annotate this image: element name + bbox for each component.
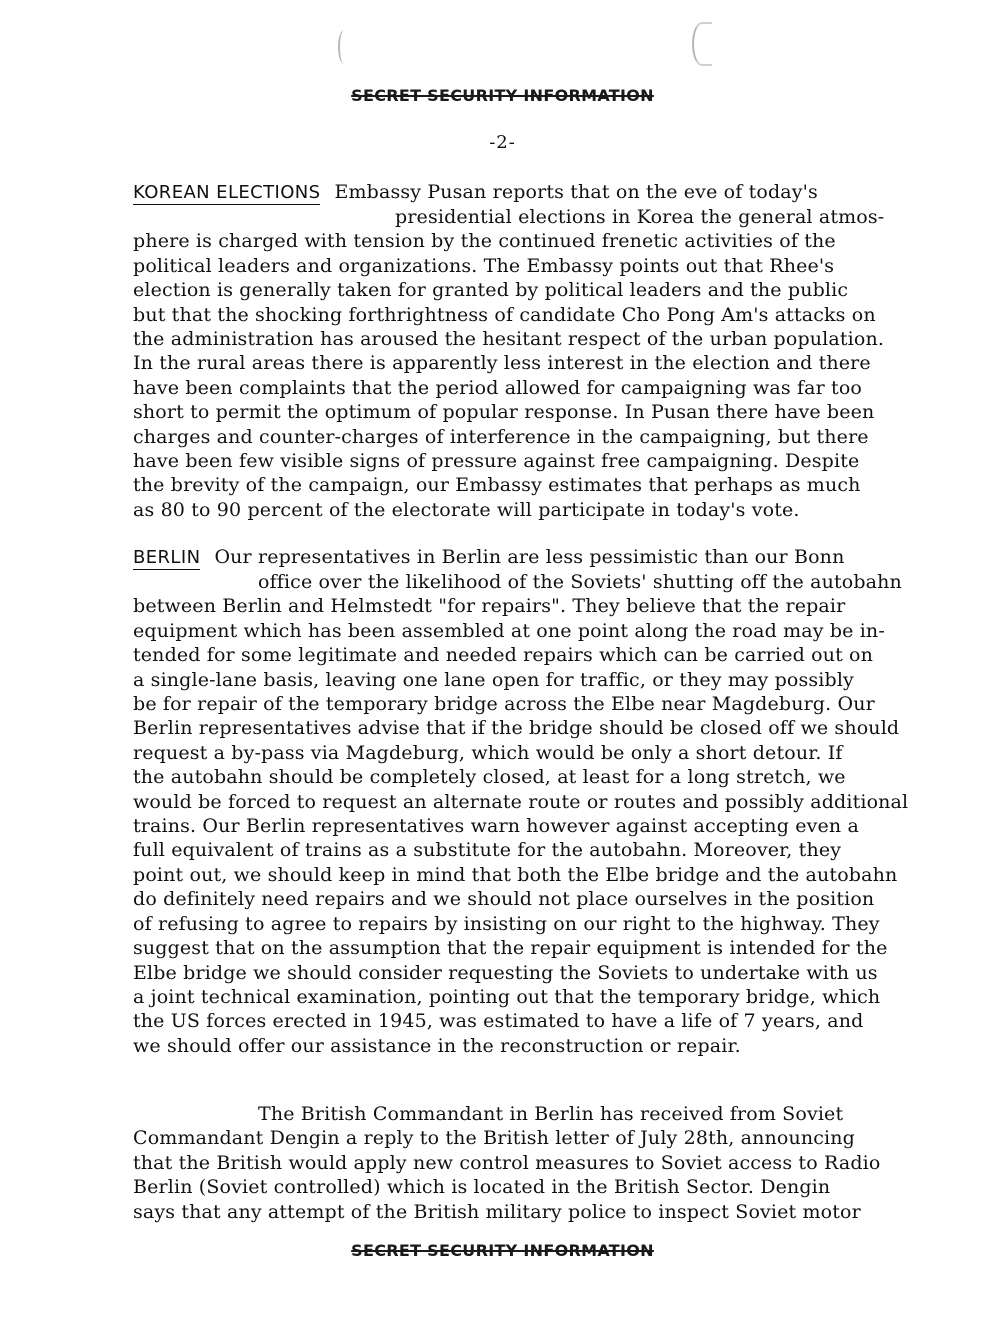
paragraph-line: that the British would apply new control measures to Soviet access to Radio	[133, 1151, 881, 1174]
paragraph-line: The British Commandant in Berlin has received from Soviet	[258, 1103, 844, 1125]
paragraph-line: office over the likelihood of the Soviets' shutting off the autobahn	[258, 571, 902, 593]
paragraph-line: In the rural areas there is apparently less interest in the election and there	[133, 352, 871, 375]
paragraph-line: Commandant Dengin a reply to the British letter of July 28th, announcing	[133, 1127, 855, 1150]
paragraph-line: have been complaints that the period allowed for campaigning was far too	[133, 376, 863, 399]
section-heading-berlin: BERLIN	[133, 547, 201, 568]
paragraph-line: the brevity of the campaign, our Embassy estimates that perhaps as much	[133, 474, 861, 497]
paragraph-line: be for repair of the temporary bridge across the Elbe near Magdeburg. Our	[133, 693, 875, 716]
paragraph-line: have been few visible signs of pressure against free campaigning. Despite	[133, 450, 860, 473]
paragraph-line: short to permit the optimum of popular response. In Pusan there have been	[133, 401, 875, 424]
paragraph-line: Berlin representatives advise that if the bridge should be closed off we should	[133, 717, 900, 740]
paragraph-line: between Berlin and Helmstedt "for repairs". They believe that the repair	[133, 595, 846, 618]
hole-punch-mark	[692, 22, 712, 66]
paragraph-line: we should offer our assistance in the reconstruction or repair.	[133, 1034, 741, 1057]
section-british-commandant	[133, 1102, 978, 1224]
paragraph-line: trains. Our Berlin representatives warn however against accepting even a	[133, 815, 859, 838]
paragraph-line: request a by-pass via Magdeburg, which would be only a short detour. If	[133, 741, 843, 764]
classification-header	[0, 86, 1005, 105]
paragraph-line: Embassy Pusan reports that on the eve of today's	[334, 181, 818, 203]
paragraph-line: the administration has aroused the hesitant respect of the urban population.	[133, 328, 885, 351]
classification-footer	[0, 1241, 1005, 1260]
section-first-line	[133, 180, 978, 205]
section-berlin	[133, 545, 978, 1058]
paragraph-line: Berlin (Soviet controlled) which is located in the British Sector. Dengin	[133, 1176, 831, 1199]
paragraph-line: phere is charged with tension by the continued frenetic activities of the	[133, 230, 836, 253]
paragraph-line: election is generally taken for granted by political leaders and the public	[133, 279, 849, 302]
classification-footer-text: SECRET SECURITY INFORMATION	[351, 1241, 654, 1260]
paragraph-line: Our representatives in Berlin are less pessimistic than our Bonn	[214, 546, 845, 568]
section-first-line	[133, 545, 978, 570]
paragraph-line: of refusing to agree to repairs by insisting on our right to the highway. They	[133, 912, 880, 935]
paragraph-line: a single-lane basis, leaving one lane open for traffic, or they may possibly	[133, 668, 854, 691]
paragraph-line: presidential elections in Korea the general atmos-	[395, 206, 885, 228]
paragraph-line: Elbe bridge we should consider requesting the Soviets to undertake with us	[133, 961, 878, 984]
paragraph-line: do definitely need repairs and we should not place ourselves in the position	[133, 888, 875, 911]
paragraph-line: says that any attempt of the British military police to inspect Soviet motor	[133, 1200, 861, 1223]
paragraph-line: point out, we should keep in mind that both the Elbe bridge and the autobahn	[133, 863, 898, 886]
classification-header-text: SECRET SECURITY INFORMATION	[351, 86, 654, 105]
paragraph-line: tended for some legitimate and needed repairs which can be carried out on	[133, 644, 874, 667]
page-number: -2-	[489, 132, 516, 153]
hole-punch-mark	[338, 30, 350, 64]
section-korean-elections	[133, 180, 978, 522]
paragraph-line: the US forces erected in 1945, was estimated to have a life of 7 years, and	[133, 1010, 864, 1033]
paragraph-line: would be forced to request an alternate route or routes and possibly additional	[133, 790, 909, 813]
paragraph-line: equipment which has been assembled at one point along the road may be in-	[133, 619, 885, 642]
section-heading-korean-elections: KOREAN ELECTIONS	[133, 182, 321, 203]
paragraph-line: the autobahn should be completely closed, at least for a long stretch, we	[133, 766, 846, 789]
paragraph-line: as 80 to 90 percent of the electorate will participate in today's vote.	[133, 498, 800, 521]
paragraph-line: but that the shocking forthrightness of candidate Cho Pong Am's attacks on	[133, 303, 876, 326]
paragraph-line: charges and counter-charges of interference in the campaigning, but there	[133, 425, 869, 448]
paragraph-line: a joint technical examination, pointing out that the temporary bridge, which	[133, 985, 881, 1008]
paragraph-line: full equivalent of trains as a substitute for the autobahn. Moreover, they	[133, 839, 842, 862]
paragraph-line: political leaders and organizations. The Embassy points out that Rhee's	[133, 254, 835, 277]
paragraph-line: suggest that on the assumption that the repair equipment is intended for the	[133, 937, 888, 960]
